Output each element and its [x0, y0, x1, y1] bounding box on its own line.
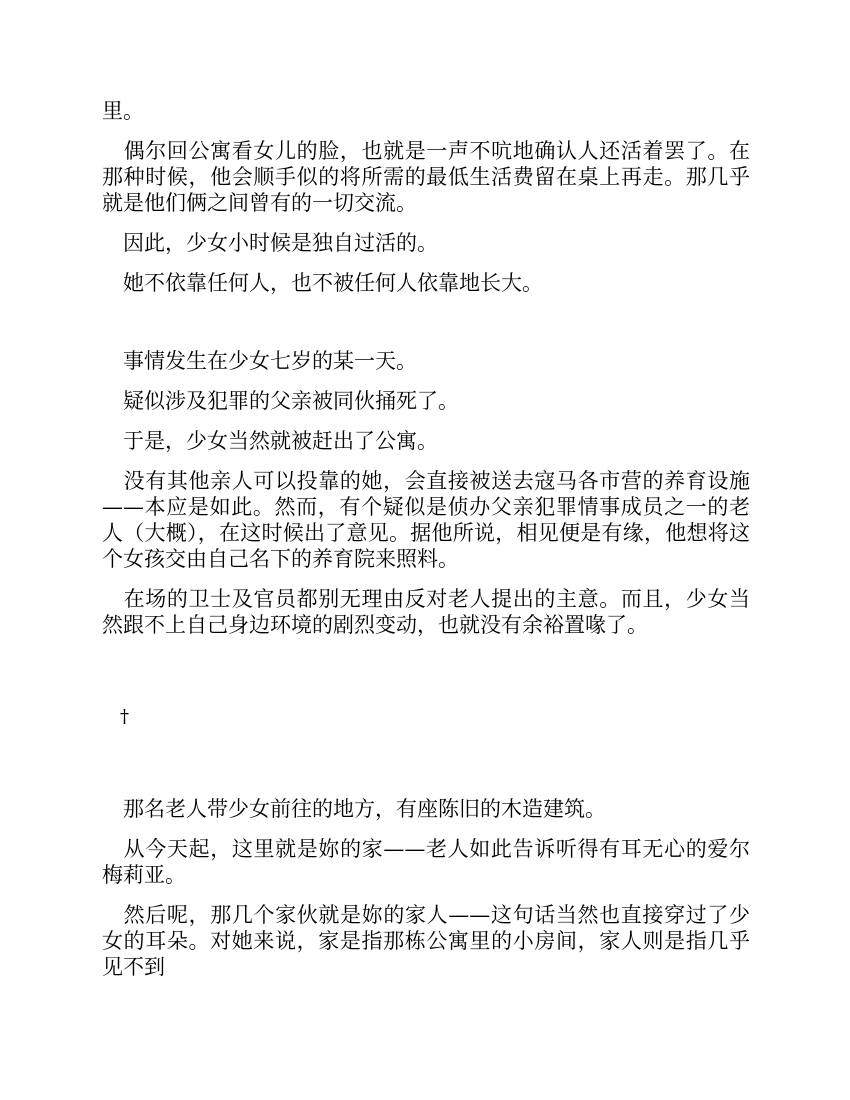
scene-gap	[102, 652, 750, 704]
paragraph: 然后呢，那几个家伙就是妳的家人——这句话当然也直接穿过了少女的耳朵。对她来说，家是指那栋公寓里的小房间，家人则是指几乎见不到	[102, 903, 750, 979]
section-break-dagger: †	[102, 706, 129, 727]
paragraph: 疑似涉及犯罪的父亲被同伙捅死了。	[102, 389, 459, 413]
paragraph: 那名老人带少女前往的地方，有座陈旧的木造建筑。	[102, 797, 606, 821]
scene-gap	[102, 310, 750, 348]
scene-gap	[102, 744, 750, 796]
paragraph: 里。	[102, 99, 144, 123]
paragraph: 从今天起，这里就是妳的家——老人如此告诉听得有耳无心的爱尔梅莉亚。	[102, 837, 750, 887]
paragraph: 偶尔回公寓看女儿的脸，也就是一声不吭地确认人还活着罢了。在那种时候，他会顺手似的将所需的最低生活费留在桌上再走。那几乎就是他们俩之间曾有的一切交流。	[102, 139, 750, 215]
paragraph: 因此，少女小时候是独自过活的。	[102, 231, 438, 255]
paragraph: 她不依靠任何人，也不被任何人依靠地长大。	[102, 271, 543, 295]
paragraph: 在场的卫士及官员都别无理由反对老人提出的主意。而且，少女当然跟不上自己身边环境的剧烈变动，也就没有余裕置喙了。	[102, 587, 750, 637]
paragraph: 没有其他亲人可以投靠的她，会直接被送去寇马各市营的养育设施——本应是如此。然而，有个疑似是侦办父亲犯罪情事成员之一的老人（大概），在这时候出了意见。据他所说，相见便是有缘，他想将这个女孩交由自己名下的养育院来照料。	[102, 469, 750, 571]
paragraph: 于是，少女当然就被赶出了公寓。	[102, 429, 438, 453]
paragraph: 事情发生在少女七岁的某一天。	[102, 349, 417, 373]
text-column	[102, 98, 750, 994]
